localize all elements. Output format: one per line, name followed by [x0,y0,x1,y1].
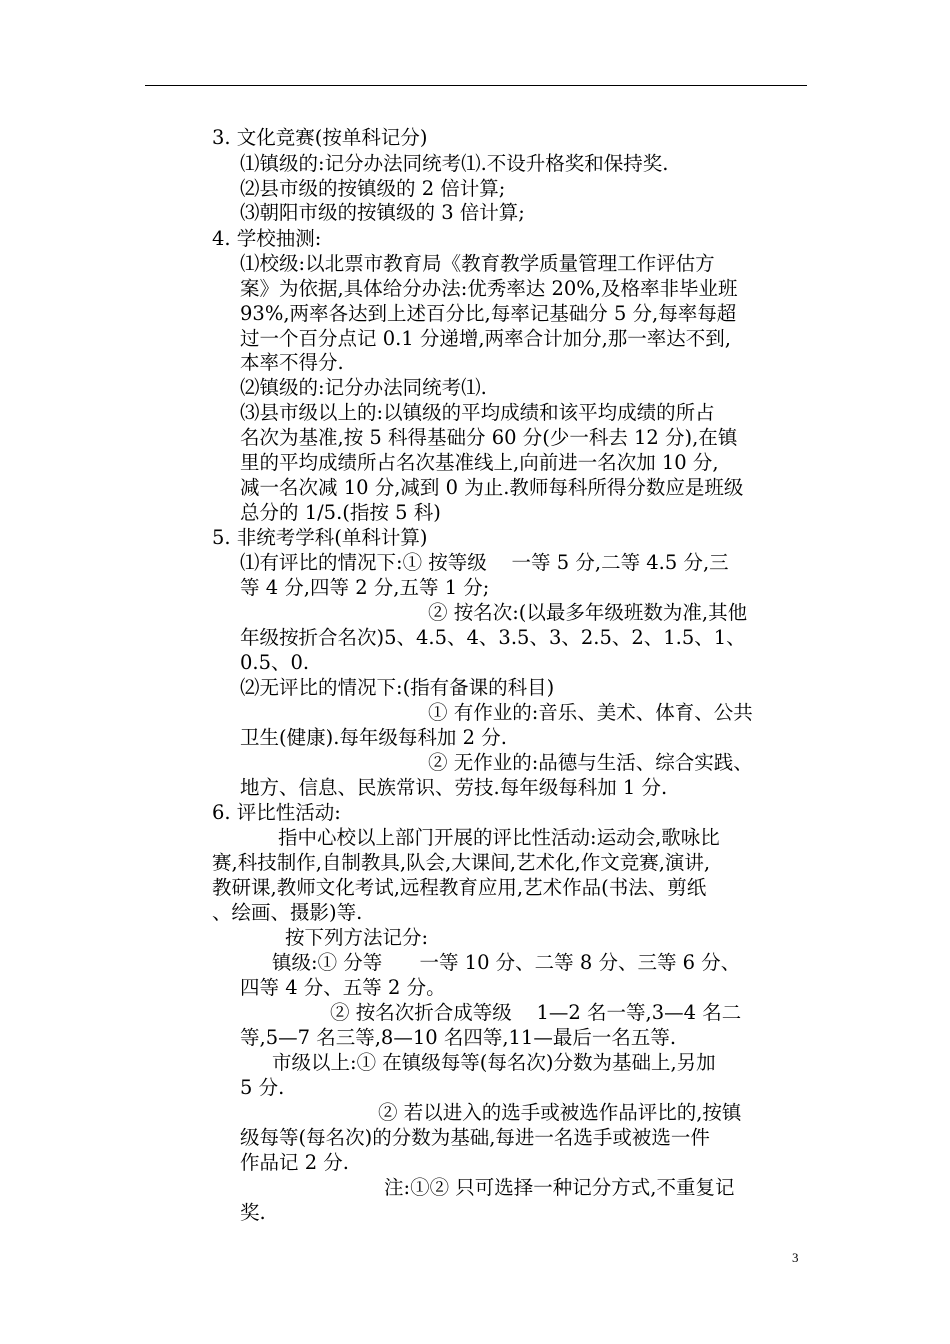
text-line: ⑵无评比的情况下:(指有备课的科目) [240,676,555,699]
text-line: 6. 评比性活动: [212,801,341,824]
text-line: 教研课,教师文化考试,远程教育应用,艺术作品(书法、剪纸 [212,876,707,899]
text-line: 0.5、0. [240,651,310,674]
text-line: ② 按名次:(以最多年级班数为准,其他 [428,601,748,624]
text-line: 级每等(每名次)的分数为基础,每进一名选手或被选一件 [240,1126,710,1149]
text-line: ⑴校级:以北票市教育局《教育教学质量管理工作评估方 [240,252,715,275]
text-line: 作品记 2 分. [240,1151,350,1174]
text-line: 镇级:① 分等 一等 10 分、二等 8 分、三等 6 分、 [272,951,741,974]
text-line: 市级以上:① 在镇级每等(每名次)分数为基础上,另加 [272,1051,716,1074]
text-line: 名次为基准,按 5 科得基础分 60 分(少一科去 12 分),在镇 [240,426,738,449]
text-line: 里的平均成绩所占名次基准线上,向前进一名次加 10 分, [240,451,719,474]
text-line: 5 分. [240,1076,285,1099]
text-line: 、绘画、摄影)等. [212,901,363,924]
text-line: ⑵镇级的:记分办法同统考⑴. [240,376,487,399]
text-line: ② 若以进入的选手或被选作品评比的,按镇 [378,1101,742,1124]
text-line: 卫生(健康).每年级每科加 2 分. [240,726,507,749]
text-line: ② 无作业的:品德与生活、综合实践、 [428,751,753,774]
text-line: 赛,科技制作,自制教具,队会,大课间,艺术化,作文竞赛,演讲, [212,851,711,874]
text-line: 减一名次减 10 分,减到 0 为止.教师每科所得分数应是班级 [240,476,744,499]
text-line: ⑴镇级的:记分办法同统考⑴.不设升格奖和保持奖. [240,152,669,175]
text-line: 4. 学校抽测: [212,227,322,250]
text-line: 地方、信息、民族常识、劳技.每年级每科加 1 分. [240,776,668,799]
text-line: 5. 非统考学科(单科计算) [212,526,428,549]
text-line: 93%,两率各达到上述百分比,每率记基础分 5 分,每率每超 [240,302,737,325]
header-rule [145,85,807,86]
text-line: ② 按名次折合成等级 1—2 名一等,3—4 名二 [330,1001,742,1024]
text-line: 等 4 分,四等 2 分,五等 1 分; [240,576,490,599]
text-line: ⑶县市级以上的:以镇级的平均成绩和该平均成绩的所占 [240,401,715,424]
text-line: 奖. [240,1201,266,1224]
text-line: ⑶朝阳市级的按镇级的 3 倍计算; [240,201,525,224]
text-line: 本率不得分. [240,351,344,374]
text-line: ① 有作业的:音乐、美术、体育、公共 [428,701,753,724]
text-line: 等,5—7 名三等,8—10 名四等,11—最后一名五等. [240,1026,677,1049]
text-line: 3. 文化竞赛(按单科记分) [212,126,428,149]
text-line: ⑴有评比的情况下:① 按等级 一等 5 分,二等 4.5 分,三 [240,551,729,574]
text-line: 年级按折合名次)5、4.5、4、3.5、3、2.5、2、1.5、1、 [240,626,746,649]
text-line: 按下列方法记分: [285,926,429,949]
text-line: 注:①② 只可选择一种记分方式,不重复记 [384,1176,735,1199]
text-line: 案》为依据,具体给分办法:优秀率达 20%,及格率非毕业班 [240,277,738,300]
text-line: 指中心校以上部门开展的评比性活动:运动会,歌咏比 [278,826,720,849]
text-line: ⑵县市级的按镇级的 2 倍计算; [240,177,506,200]
text-line: 四等 4 分、五等 2 分。 [240,976,446,999]
text-line: 总分的 1/5.(指按 5 科) [240,501,441,524]
page-number: 3 [792,1250,799,1265]
text-line: 过一个百分点记 0.1 分递增,两率合计加分,那一率达不到, [240,327,732,350]
